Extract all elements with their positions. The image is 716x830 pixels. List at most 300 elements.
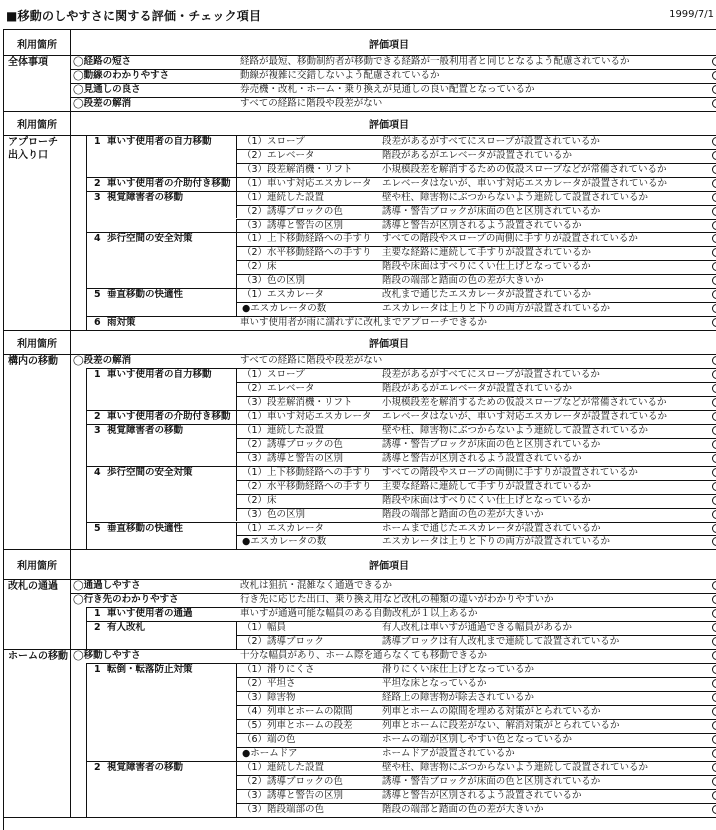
row-rule	[236, 274, 716, 275]
item-divider	[236, 761, 237, 775]
check-circle-icon[interactable]	[712, 193, 716, 202]
check-circle-icon[interactable]	[712, 440, 716, 449]
subcategory-number: 3	[94, 191, 101, 203]
subcategory-label: 雨対策	[107, 317, 136, 329]
item-divider	[236, 522, 237, 536]
row-rule	[236, 480, 716, 481]
subcategory-label: 有人改札	[107, 622, 146, 634]
check-circle-icon[interactable]	[712, 370, 716, 379]
check-item-label: （1）連続した設置	[242, 424, 325, 436]
row-rule	[86, 607, 716, 608]
checklist-row	[4, 135, 716, 149]
subcategory-label: 車いす使用者の介助付き移動	[107, 410, 231, 422]
column-divider	[70, 135, 71, 330]
checklist-row	[4, 761, 716, 775]
check-circle-icon[interactable]	[712, 623, 716, 632]
checklist-row	[4, 677, 716, 691]
check-item-label: （1）滑りにくさ	[242, 664, 315, 676]
check-circle-icon[interactable]	[712, 581, 716, 590]
checklist-row	[4, 438, 716, 452]
check-item-label: （1）車いす対応エスカレータ	[242, 177, 372, 189]
row-rule	[236, 452, 716, 453]
checklist-row	[4, 368, 716, 382]
check-item-description: 階段の端部と踏面の色の差が大きいか	[382, 803, 544, 815]
row-rule	[86, 316, 716, 317]
subcategory-number: 2	[94, 410, 101, 422]
check-circle-icon[interactable]	[712, 71, 716, 80]
checklist-row	[4, 747, 716, 761]
check-item-label: （1）エスカレータ	[242, 522, 325, 534]
check-item-description: 誘導と警告が区別されるよう設置されているか	[382, 219, 582, 231]
checklist-row	[4, 649, 716, 663]
check-circle-icon[interactable]	[712, 179, 716, 188]
item-divider	[236, 438, 237, 452]
criterion-label: ◯経路の短さ	[73, 56, 132, 67]
row-rule	[236, 789, 716, 790]
section-header	[4, 111, 716, 136]
subcategory-number: 4	[94, 233, 101, 245]
checklist-table	[3, 29, 716, 830]
location-column-header: 利用箇所	[17, 119, 57, 131]
location-label: 全体事項	[8, 57, 48, 68]
check-circle-icon[interactable]	[712, 356, 716, 365]
indent-divider	[86, 368, 87, 549]
criterion-description: すべての経路に階段や段差がない	[240, 355, 383, 367]
item-divider	[236, 232, 237, 246]
check-item-description: 壁や柱、障害物にぶつからないよう連続して設置されているか	[382, 761, 649, 773]
checklist-row	[4, 535, 716, 549]
row-rule	[236, 246, 716, 247]
check-item-description: 階段や床面はすべりにくい仕上げとなっているか	[382, 494, 591, 506]
check-item-label: （1）上下移動経路への手すり	[242, 466, 372, 478]
row-rule	[236, 691, 716, 692]
check-item-label: （1）連続した設置	[242, 761, 325, 773]
check-item-label: （3）色の区別	[242, 275, 306, 287]
check-circle-icon[interactable]	[712, 99, 716, 108]
subcategory-label: 転倒・転落防止対策	[107, 664, 193, 676]
check-item-label: （3）誘導と警告の区別	[242, 452, 344, 464]
check-item-label: （1）エスカレータ	[242, 289, 325, 301]
check-circle-icon[interactable]	[712, 262, 716, 271]
row-rule	[236, 163, 716, 164]
row-rule	[70, 354, 716, 355]
check-item-label: （2）床	[242, 261, 277, 273]
subcategory-number: 2	[94, 177, 101, 189]
check-circle-icon[interactable]	[712, 791, 716, 800]
check-item-label: （3）段差解消機・リフト	[242, 163, 353, 175]
criterion-description: 動線が複雑に交錯しないよう配慮されているか	[240, 69, 440, 81]
checklist-row	[4, 452, 716, 466]
check-circle-icon[interactable]	[712, 805, 716, 814]
row-rule	[70, 97, 716, 98]
document-date: 1999/7/1	[669, 9, 714, 20]
item-divider	[236, 677, 237, 691]
check-item-description: 有人改札は車いすが通過できる幅員があるか	[382, 622, 573, 634]
check-circle-icon[interactable]	[712, 749, 716, 758]
checklist-row	[4, 775, 716, 789]
check-item-label: （2）エレベータ	[242, 383, 315, 394]
item-divider	[236, 705, 237, 719]
row-rule	[86, 135, 716, 136]
checklist-row	[4, 621, 716, 635]
check-item-label: （4）列車とホームの隙間	[242, 705, 353, 717]
check-item-label: （6）端の色	[242, 733, 296, 745]
check-item-label: ●ホームドア	[242, 747, 298, 759]
row-rule	[70, 593, 716, 594]
column-divider	[70, 30, 71, 55]
item-divider	[236, 789, 237, 803]
row-rule	[236, 635, 716, 636]
item-divider	[236, 535, 237, 549]
check-item-label: （3）色の区別	[242, 508, 306, 520]
check-circle-icon[interactable]	[712, 496, 716, 505]
check-item-description: ホームドアが設置されているか	[382, 747, 515, 759]
check-item-description: 列車とホームの隙間を埋める対策がとられているか	[382, 705, 601, 717]
check-item-label: （1）車いす対応エスカレータ	[242, 410, 372, 422]
criterion-label: ◯移動しやすさ	[73, 650, 141, 662]
checklist-row	[4, 522, 716, 536]
indent-divider	[86, 135, 87, 330]
check-item-label: ●エスカレータの数	[242, 303, 327, 315]
check-circle-icon[interactable]	[712, 165, 716, 174]
checklist-row	[4, 354, 716, 368]
check-circle-icon[interactable]	[712, 57, 716, 66]
check-item-description: 車いすが通過可能な幅員のある自動改札が１以上あるか	[240, 608, 478, 620]
check-item-label: ●エスカレータの数	[242, 536, 327, 548]
check-circle-icon[interactable]	[712, 234, 716, 243]
check-item-description: 階段の端部と踏面の色の差が大きいか	[382, 508, 544, 520]
checklist-row	[4, 733, 716, 747]
row-rule	[86, 232, 716, 233]
row-rule	[70, 69, 716, 70]
row-rule	[70, 55, 716, 56]
check-circle-icon[interactable]	[712, 304, 716, 313]
location-label: アプローチ 出入り口	[8, 136, 58, 161]
check-item-description: 階段があるがエレベータが設置されているか	[382, 383, 573, 394]
checklist-row	[4, 191, 716, 205]
checklist-row	[4, 410, 716, 424]
criterion-description: すべての経路に階段や段差がない	[240, 97, 383, 109]
row-rule	[86, 177, 716, 178]
check-item-label: （1）連続した設置	[242, 191, 325, 203]
check-item-label: （3）誘導と警告の区別	[242, 789, 344, 801]
item-divider	[236, 274, 237, 288]
check-circle-icon[interactable]	[712, 412, 716, 421]
column-divider	[70, 579, 71, 649]
row-rule	[236, 302, 716, 303]
subcategory-number: 1	[94, 369, 101, 381]
check-circle-icon[interactable]	[712, 276, 716, 285]
row-rule	[236, 733, 716, 734]
location-label: ホームの移動	[8, 651, 68, 663]
item-divider	[236, 191, 237, 205]
subcategory-number: 2	[94, 622, 101, 634]
check-item-label: （3）階段端部の色	[242, 803, 325, 815]
row-rule	[236, 494, 716, 495]
row-rule	[86, 424, 716, 425]
checklist-row	[4, 382, 716, 396]
item-divider	[236, 691, 237, 705]
item-divider	[236, 635, 237, 649]
subcategory-number: 4	[94, 466, 101, 478]
row-rule	[236, 219, 716, 220]
item-divider	[236, 288, 237, 302]
checklist-row	[4, 635, 716, 649]
checklist-row	[4, 396, 716, 410]
check-item-label: （2）誘導ブロックの色	[242, 438, 343, 450]
criterion-description: 券売機・改札・ホーム・乗り換えが見通しの良い配置となっているか	[240, 83, 535, 95]
subcategory-number: 1	[94, 135, 101, 147]
check-item-description: 小規模段差を解消するための仮設スロープなどが常備されているか	[382, 163, 667, 175]
row-rule	[236, 535, 716, 536]
row-rule	[70, 579, 716, 580]
subcategory-label: 視覚障害者の移動	[107, 191, 184, 203]
check-circle-icon[interactable]	[712, 426, 716, 435]
item-divider	[236, 396, 237, 410]
subcategory-label: 歩行空間の安全対策	[107, 233, 193, 245]
section-header	[4, 30, 716, 56]
location-column-header: 利用箇所	[17, 39, 57, 51]
check-item-description: 主要な経路に連続して手すりが設置されているか	[382, 480, 592, 492]
check-circle-icon[interactable]	[712, 290, 716, 299]
criterion-description: 十分な幅員があり、ホーム際を通らなくても移動できるか	[240, 650, 488, 662]
check-item-description: 壁や柱、障害物にぶつからないよう連続して設置されているか	[382, 191, 649, 203]
check-item-label: （2）エレベータ	[242, 149, 315, 161]
check-circle-icon[interactable]	[712, 679, 716, 688]
item-divider	[236, 135, 237, 149]
check-circle-icon[interactable]	[712, 207, 716, 216]
check-item-description: ホームまで通じたエスカレータが設置されているか	[382, 522, 601, 534]
location-label: 構内の移動	[8, 356, 58, 368]
check-circle-icon[interactable]	[712, 637, 716, 646]
row-rule	[236, 775, 716, 776]
row-rule	[86, 191, 716, 192]
subcategory-number: 3	[94, 424, 101, 436]
row-rule	[86, 522, 716, 523]
check-circle-icon[interactable]	[712, 398, 716, 407]
item-divider	[236, 775, 237, 789]
check-item-description: 車いす使用者が雨に濡れずに改札までアプローチできるか	[240, 317, 488, 329]
criterion-label: ◯見通しの良さ	[73, 83, 141, 95]
item-divider	[236, 663, 237, 677]
subcategory-label: 車いす使用者の介助付き移動	[107, 177, 231, 189]
column-divider	[70, 649, 71, 816]
subcategory-label: 視覚障害者の移動	[107, 424, 184, 436]
item-divider	[236, 219, 237, 233]
check-item-description: 滑りにくい床仕上げとなっているか	[382, 664, 535, 676]
subcategory-number: 1	[94, 608, 101, 620]
checklist-row	[4, 177, 716, 191]
item-divider	[236, 747, 237, 761]
item-divider	[236, 149, 237, 163]
check-item-description: エレベータはないが、車いす対応エスカレータが設置されているか	[382, 410, 668, 422]
check-circle-icon[interactable]	[712, 651, 716, 660]
check-item-description: すべての階段やスロープの両側に手すりが設置されているか	[382, 466, 638, 478]
item-divider	[236, 382, 237, 396]
location-label: 改札の通過	[8, 581, 58, 593]
item-divider	[236, 508, 237, 522]
check-item-description: ホームの端が区別しやすい色となっているか	[382, 733, 573, 745]
check-circle-icon[interactable]	[712, 482, 716, 491]
check-item-description: 壁や柱、障害物にぶつからないよう連続して設置されているか	[382, 424, 649, 436]
checklist-row	[4, 232, 716, 246]
check-circle-icon[interactable]	[712, 763, 716, 772]
item-divider	[236, 246, 237, 260]
check-circle-icon[interactable]	[712, 468, 716, 477]
checklist-row	[4, 593, 716, 607]
check-circle-icon[interactable]	[712, 735, 716, 744]
check-item-label: （2）誘導ブロックの色	[242, 775, 343, 787]
row-rule	[236, 803, 716, 804]
document-title: ■移動のしやすさに関する評価・チェック項目	[6, 9, 262, 23]
check-circle-icon[interactable]	[712, 693, 716, 702]
check-item-label: （3）誘導と警告の区別	[242, 219, 344, 231]
row-rule	[236, 260, 716, 261]
row-rule	[236, 149, 716, 150]
check-circle-icon[interactable]	[712, 384, 716, 393]
check-item-description: 誘導と警告が区別されるよう設置されているか	[382, 789, 582, 801]
column-divider	[70, 549, 71, 579]
location-column-header: 利用箇所	[17, 339, 57, 351]
check-circle-icon[interactable]	[712, 524, 716, 533]
check-item-label: （1）スロープ	[242, 135, 305, 147]
items-column-header: 評価項目	[369, 561, 409, 573]
check-circle-icon[interactable]	[712, 707, 716, 716]
check-circle-icon[interactable]	[712, 721, 716, 730]
subcategory-number: 5	[94, 289, 101, 301]
item-divider	[236, 733, 237, 747]
item-divider	[236, 480, 237, 494]
item-divider	[236, 368, 237, 382]
check-item-description: 平坦な床となっているか	[382, 678, 487, 690]
check-item-description: 階段や床面はすべりにくい仕上げとなっているか	[382, 261, 591, 273]
row-rule	[70, 83, 716, 84]
checklist-row	[4, 97, 716, 111]
check-item-description: エレベータはないが、車いす対応エスカレータが設置されているか	[382, 177, 668, 189]
check-item-description: 階段の端部と踏面の色の差が大きいか	[382, 275, 544, 287]
checklist-row	[4, 205, 716, 219]
item-divider	[236, 424, 237, 438]
checklist-row	[4, 691, 716, 705]
checklist-row	[4, 719, 716, 733]
check-circle-icon[interactable]	[712, 248, 716, 257]
subcategory-label: 視覚障害者の移動	[107, 761, 184, 773]
check-item-description: 小規模段差を解消するための仮設スロープなどが常備されているか	[382, 396, 667, 408]
column-divider	[70, 111, 71, 135]
item-divider	[236, 302, 237, 316]
row-rule	[236, 719, 716, 720]
check-item-description: 誘導・警告ブロックが床面の色と区別されているか	[382, 775, 601, 787]
check-item-label: （2）誘導ブロックの色	[242, 205, 343, 217]
check-item-label: （2）水平移動経路への手すり	[242, 247, 372, 259]
check-item-description: 段差があるがすべてにスロープが設置されているか	[382, 135, 600, 147]
row-rule	[236, 382, 716, 383]
row-rule	[86, 761, 716, 762]
item-divider	[236, 494, 237, 508]
check-item-label: （3）段差解消機・リフト	[242, 396, 353, 408]
check-item-description: エスカレータは上りと下りの両方が設置されているか	[382, 536, 611, 548]
check-circle-icon[interactable]	[712, 318, 716, 327]
section-header	[4, 549, 716, 580]
check-circle-icon[interactable]	[712, 151, 716, 160]
checklist-row	[4, 288, 716, 302]
checklist-row	[4, 803, 716, 817]
check-item-label: （5）列車とホームの段差	[242, 719, 353, 731]
checklist-row	[4, 789, 716, 803]
check-circle-icon[interactable]	[712, 85, 716, 94]
row-rule	[86, 466, 716, 467]
row-rule	[236, 205, 716, 206]
criterion-description: 行き先に応じた出口、乗り換え用など改札の種類の違いがわかりやすいか	[240, 594, 554, 606]
subcategory-number: 5	[94, 522, 101, 534]
check-circle-icon[interactable]	[712, 510, 716, 519]
item-divider	[236, 177, 237, 191]
row-rule	[236, 747, 716, 748]
check-item-description: 列車とホームに段差がない、解消対策がとられているか	[382, 719, 620, 731]
check-item-label: （2）誘導ブロック	[242, 636, 324, 648]
checklist-row	[4, 149, 716, 163]
check-item-label: （2）平坦さ	[242, 678, 296, 690]
check-item-label: （2）床	[242, 494, 277, 506]
check-item-description: 経路上の障害物が除去されているか	[382, 692, 535, 703]
checklist-row	[4, 69, 716, 83]
check-circle-icon[interactable]	[712, 777, 716, 786]
check-circle-icon[interactable]	[712, 609, 716, 618]
checklist-row	[4, 494, 716, 508]
check-circle-icon[interactable]	[712, 454, 716, 463]
item-divider	[236, 410, 237, 424]
subcategory-label: 歩行空間の安全対策	[107, 466, 193, 478]
check-circle-icon[interactable]	[712, 595, 716, 604]
check-item-description: 段差があるがすべてにスロープが設置されているか	[382, 369, 600, 381]
checklist-row	[4, 260, 716, 274]
row-rule	[70, 649, 716, 650]
check-circle-icon[interactable]	[712, 665, 716, 674]
check-item-label: （1）スロープ	[242, 369, 305, 381]
check-item-label: （2）水平移動経路への手すり	[242, 480, 372, 492]
check-item-label: （1）上下移動経路への手すり	[242, 233, 372, 245]
check-circle-icon[interactable]	[712, 221, 716, 230]
check-item-description: 誘導・警告ブロックが床面の色と区別されているか	[382, 438, 601, 450]
column-divider	[70, 55, 71, 111]
checklist-row	[4, 424, 716, 438]
check-circle-icon[interactable]	[712, 137, 716, 146]
checklist-row	[4, 302, 716, 316]
checklist-row	[4, 55, 716, 69]
item-divider	[236, 260, 237, 274]
checklist-row	[4, 466, 716, 480]
subcategory-label: 車いす使用者の自力移動	[107, 369, 212, 381]
items-column-header: 評価項目	[369, 39, 409, 51]
subcategory-label: 車いす使用者の通過	[107, 608, 193, 620]
check-circle-icon[interactable]	[712, 537, 716, 546]
item-divider	[236, 163, 237, 177]
row-rule	[236, 705, 716, 706]
section-rule	[4, 817, 716, 818]
criterion-description: 経路が最短、移動制約者が移動できる経路が一般利用者と同じとなるよう配慮されているか	[240, 56, 630, 67]
column-divider	[70, 330, 71, 354]
item-divider	[236, 452, 237, 466]
check-item-description: 階段があるがエレベータが設置されているか	[382, 149, 573, 161]
subcategory-label: 垂直移動の快適性	[107, 289, 184, 301]
checklist-row	[4, 607, 716, 621]
column-divider	[70, 354, 71, 549]
check-item-description: すべての階段やスロープの両側に手すりが設置されているか	[382, 233, 638, 245]
check-item-description: 主要な経路に連続して手すりが設置されているか	[382, 247, 592, 259]
row-rule	[86, 288, 716, 289]
criterion-label: ◯段差の解消	[73, 355, 132, 367]
checklist-row	[4, 246, 716, 260]
